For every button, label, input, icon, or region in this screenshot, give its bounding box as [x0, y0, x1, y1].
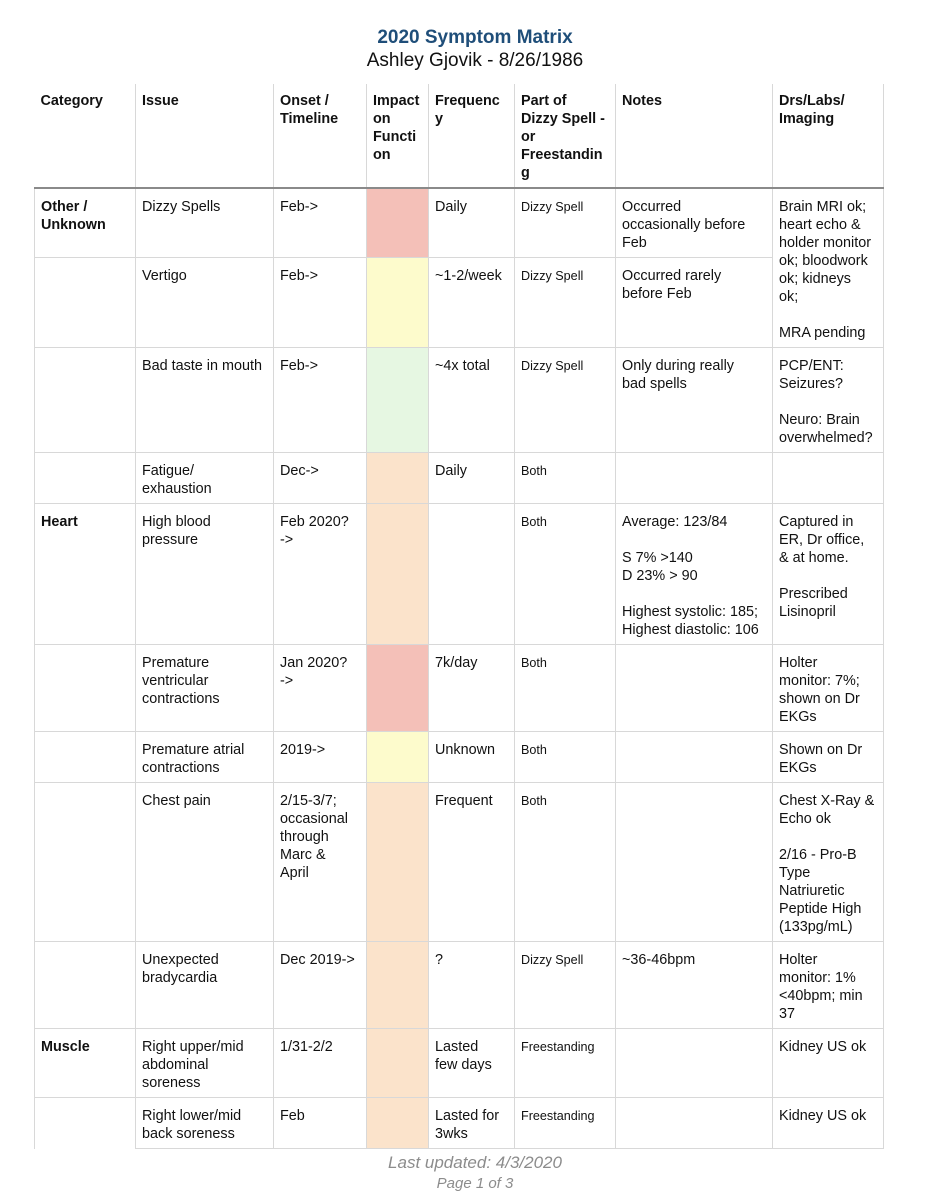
notes-cell — [616, 645, 773, 732]
part-of-dizzy-spell-cell: Both — [515, 783, 616, 942]
category-cell-continued — [35, 258, 136, 348]
drs-labs-imaging-cell: Holter monitor: 7%; shown on Dr EKGs — [773, 645, 884, 732]
notes-cell: Occurred occasionally before Feb — [616, 188, 773, 258]
issue-cell: Bad taste in mouth — [136, 348, 274, 453]
part-of-dizzy-spell-cell: Both — [515, 504, 616, 645]
part-of-dizzy-spell-cell: Dizzy Spell — [515, 258, 616, 348]
table-row — [35, 258, 884, 348]
onset-cell: 1/31-2/2 — [274, 1029, 367, 1098]
issue-cell: Vertigo — [136, 258, 274, 348]
table-row — [35, 645, 884, 732]
onset-cell: Feb — [274, 1098, 367, 1149]
part-of-dizzy-spell-cell: Both — [515, 453, 616, 504]
notes-cell — [616, 453, 773, 504]
category-cell-continued — [35, 645, 136, 732]
impact-cell — [367, 453, 429, 504]
table-row — [35, 1029, 884, 1098]
onset-cell: 2019-> — [274, 732, 367, 783]
impact-cell — [367, 942, 429, 1029]
drs-labs-imaging-cell: Shown on Dr EKGs — [773, 732, 884, 783]
table-row — [35, 1098, 884, 1149]
part-of-dizzy-spell-cell: Both — [515, 732, 616, 783]
table-row — [35, 348, 884, 453]
drs-labs-imaging-cell: Chest X-Ray & Echo ok 2/16 - Pro-B Type Natriuretic Peptide High (133pg/mL) — [773, 783, 884, 942]
page-number-footer: Page 1 of 3 — [436, 1175, 514, 1192]
header-notes: Notes — [616, 84, 773, 188]
category-cell: Heart — [35, 504, 136, 645]
frequency-cell: Lasted few days — [429, 1029, 515, 1098]
header-onset: Onset / Timeline — [274, 84, 367, 188]
onset-cell: Feb 2020? -> — [274, 504, 367, 645]
issue-cell: Dizzy Spells — [136, 188, 274, 258]
last-updated-footer: Last updated: 4/3/2020 — [388, 1153, 562, 1172]
frequency-cell: Unknown — [429, 732, 515, 783]
category-cell-continued — [35, 732, 136, 783]
table-row — [35, 783, 884, 942]
drs-labs-imaging-cell: Captured in ER, Dr office, & at home. Prescribed Lisinopril — [773, 504, 884, 645]
category-cell: Other / Unknown — [35, 188, 136, 258]
table-row — [35, 732, 884, 783]
onset-cell: Dec-> — [274, 453, 367, 504]
document-title: 2020 Symptom Matrix — [377, 27, 573, 48]
part-of-dizzy-spell-cell: Dizzy Spell — [515, 348, 616, 453]
onset-cell: Dec 2019-> — [274, 942, 367, 1029]
header-impact: Impact on Functi on — [367, 84, 429, 188]
document-subtitle: Ashley Gjovik - 8/26/1986 — [366, 50, 584, 71]
frequency-cell: ~1-2/week — [429, 258, 515, 348]
impact-cell — [367, 348, 429, 453]
drs-labs-imaging-cell — [773, 453, 884, 504]
notes-cell: ~36-46bpm — [616, 942, 773, 1029]
table-row — [35, 453, 884, 504]
onset-cell: Feb-> — [274, 188, 367, 258]
category-cell-continued — [35, 942, 136, 1029]
header-category: Category — [40, 93, 103, 109]
issue-cell: Fatigue/ exhaustion — [136, 453, 274, 504]
category-cell-continued — [35, 783, 136, 942]
notes-cell — [616, 783, 773, 942]
category-cell-continued — [35, 1098, 136, 1149]
onset-cell: Feb-> — [274, 258, 367, 348]
impact-cell — [367, 1098, 429, 1149]
notes-cell: Average: 123/84 S 7% >140 D 23% > 90 Highest systolic: 185; Highest diastolic: 106 — [616, 504, 773, 645]
issue-cell: Unexpected bradycardia — [136, 942, 274, 1029]
frequency-cell: Lasted for 3wks — [429, 1098, 515, 1149]
drs-labs-imaging-cell: Kidney US ok — [773, 1029, 884, 1098]
frequency-cell: Frequent — [429, 783, 515, 942]
part-of-dizzy-spell-cell: Both — [515, 645, 616, 732]
impact-cell — [367, 732, 429, 783]
issue-cell: Right lower/mid back soreness — [136, 1098, 274, 1149]
part-of-dizzy-spell-cell: Freestanding — [515, 1098, 616, 1149]
issue-cell: Chest pain — [136, 783, 274, 942]
table-row — [35, 942, 884, 1029]
header-issue: Issue — [136, 84, 274, 188]
frequency-cell: 7k/day — [429, 645, 515, 732]
frequency-cell: Daily — [429, 188, 515, 258]
impact-cell — [367, 188, 429, 258]
notes-cell: Occurred rarely before Feb — [616, 258, 773, 348]
frequency-cell — [429, 504, 515, 645]
notes-cell — [616, 732, 773, 783]
part-of-dizzy-spell-cell: Dizzy Spell — [515, 942, 616, 1029]
impact-cell — [367, 258, 429, 348]
table-row — [35, 504, 884, 645]
issue-cell: High blood pressure — [136, 504, 274, 645]
header-part-of-dizzy-spell: Part of Dizzy Spell - or Freestandin g — [515, 84, 616, 188]
category-cell: Muscle — [35, 1029, 136, 1098]
header-row — [35, 84, 884, 188]
drs-labs-imaging-cell: Holter monitor: 1% <40bpm; min 37 — [773, 942, 884, 1029]
issue-cell: Right upper/mid abdominal soreness — [136, 1029, 274, 1098]
frequency-cell: Daily — [429, 453, 515, 504]
drs-labs-imaging-cell: Brain MRI ok; heart echo & holder monitor ok; bloodwork ok; kidneys ok; MRA pending — [773, 188, 884, 348]
onset-cell: Jan 2020? -> — [274, 645, 367, 732]
notes-cell — [616, 1029, 773, 1098]
symptom-matrix-table — [34, 84, 884, 1149]
impact-cell — [367, 504, 429, 645]
header-frequency: Frequenc y — [429, 84, 515, 188]
part-of-dizzy-spell-cell: Freestanding — [515, 1029, 616, 1098]
part-of-dizzy-spell-cell: Dizzy Spell — [515, 188, 616, 258]
table-row — [35, 188, 884, 258]
issue-cell: Premature ventricular contractions — [136, 645, 274, 732]
impact-cell — [367, 783, 429, 942]
frequency-cell: ? — [429, 942, 515, 1029]
frequency-cell: ~4x total — [429, 348, 515, 453]
notes-cell — [616, 1098, 773, 1149]
notes-cell: Only during really bad spells — [616, 348, 773, 453]
issue-cell: Premature atrial contractions — [136, 732, 274, 783]
onset-cell: 2/15-3/7; occasional through Marc & April — [274, 783, 367, 942]
onset-cell: Feb-> — [274, 348, 367, 453]
category-cell-continued — [35, 453, 136, 504]
drs-labs-imaging-cell: PCP/ENT: Seizures? Neuro: Brain overwhelmed? — [773, 348, 884, 453]
drs-labs-imaging-cell: Kidney US ok — [773, 1098, 884, 1149]
impact-cell — [367, 1029, 429, 1098]
header-drs-labs-imaging: Drs/Labs/ Imaging — [773, 84, 884, 188]
category-cell-continued — [35, 348, 136, 453]
impact-cell — [367, 645, 429, 732]
